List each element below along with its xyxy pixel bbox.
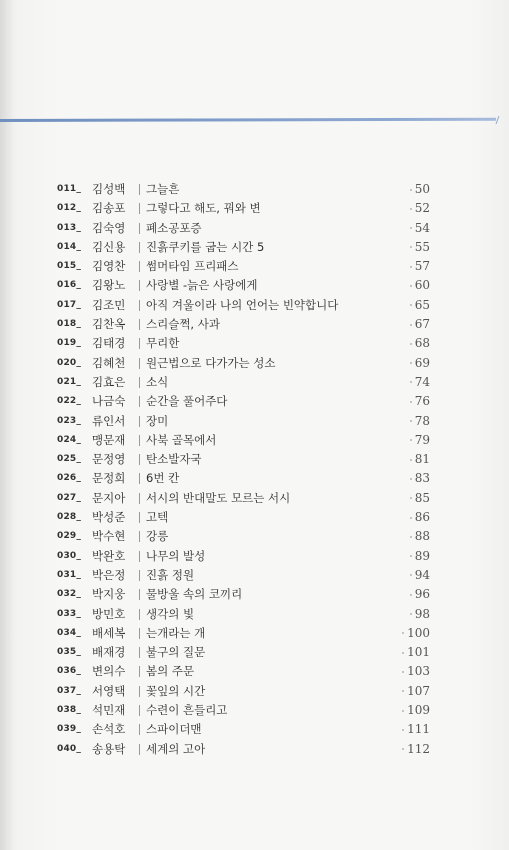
entry-page [410, 257, 430, 276]
toc-entry [0, 199, 509, 218]
entry-author: 김왕노 [92, 278, 126, 293]
page-number: 60 [414, 278, 430, 293]
entry-author: 박완호 [92, 548, 126, 563]
entry-author: 맹문재 [92, 432, 126, 447]
entry-title: 스리슬쩍, 사과 [146, 317, 220, 332]
page-number: 96 [414, 587, 430, 602]
entry-author: 서영택 [92, 683, 126, 698]
entry-title: 강릉 [146, 529, 169, 544]
entry-separator [139, 396, 140, 407]
entry-title: 그늘흔 [146, 182, 180, 196]
toc-entry [0, 605, 509, 624]
toc-entry [0, 469, 509, 488]
toc-entry [0, 740, 509, 759]
entry-title: 꽃잎의 시간 [146, 683, 206, 698]
entry-author: 배세복 [92, 625, 126, 640]
entry-author: 김신용 [92, 239, 126, 254]
entry-separator [139, 512, 140, 523]
leader-dot [410, 594, 412, 596]
toc-entry [0, 489, 509, 508]
page-number: 86 [414, 510, 430, 525]
toc-entry [0, 238, 509, 257]
entry-page [410, 334, 430, 353]
entry-number: 012_ [57, 203, 82, 214]
toc-entry [0, 662, 509, 681]
toc-entry [0, 392, 509, 411]
entry-page [410, 354, 430, 373]
entry-title: 불구의 질문 [146, 645, 206, 660]
entry-separator [139, 261, 140, 272]
toc-entry [0, 180, 509, 199]
entry-title: 봄의 주문 [146, 664, 195, 679]
entry-number: 027_ [57, 492, 82, 503]
entry-number: 025_ [57, 454, 82, 465]
page-number: 78 [414, 413, 430, 428]
page-number: 69 [414, 355, 430, 370]
leader-dot [402, 652, 404, 654]
entry-separator [139, 570, 140, 581]
entry-separator [139, 531, 140, 542]
entry-separator [139, 609, 140, 620]
leader-dot [410, 478, 412, 480]
entry-author: 박은정 [92, 567, 126, 582]
entry-number: 026_ [57, 473, 82, 484]
entry-separator [139, 666, 140, 677]
entry-separator [139, 300, 140, 311]
entry-title: 소식 [146, 374, 169, 389]
entry-title: 진흙 정원 [146, 567, 195, 582]
leader-dot [410, 246, 412, 248]
toc-entry [0, 257, 509, 276]
header-rule [0, 118, 496, 122]
entry-author: 김태경 [92, 336, 126, 351]
leader-dot [410, 285, 412, 287]
entry-number: 020_ [57, 357, 82, 368]
entry-number: 017_ [57, 299, 82, 310]
entry-title: 수련이 흔들리고 [146, 703, 228, 718]
entry-page [410, 527, 430, 546]
entry-number: 023_ [57, 415, 82, 426]
page-number: 103 [407, 664, 430, 679]
entry-title: 6번 칸 [146, 471, 180, 486]
entry-page [410, 412, 430, 431]
entry-page [410, 450, 430, 469]
entry-number: 016_ [57, 280, 82, 291]
entry-title: 아직 겨울이라 나의 언어는 빈약합니다 [146, 297, 339, 312]
entry-number: 022_ [57, 396, 82, 407]
page-number: 88 [414, 529, 430, 544]
page-number: 67 [414, 317, 430, 332]
page-number: 112 [407, 741, 430, 756]
entry-title: 서시의 반대말도 모르는 서시 [146, 490, 291, 505]
entry-title: 는개라는 개 [146, 625, 206, 640]
entry-author: 송용탁 [92, 741, 126, 756]
entry-author: 김찬옥 [92, 317, 126, 332]
toc-entry [0, 547, 509, 566]
leader-dot [410, 459, 412, 461]
entry-page [410, 566, 430, 585]
leader-dot [410, 536, 412, 538]
entry-author: 류인서 [92, 413, 126, 428]
page-number: 101 [407, 645, 430, 660]
entry-title: 순간을 풀어주다 [146, 394, 228, 409]
leader-dot [410, 208, 412, 210]
entry-number: 037_ [57, 685, 82, 696]
entry-number: 038_ [57, 705, 82, 716]
entry-page [402, 624, 430, 643]
toc-entry [0, 334, 509, 353]
entry-separator [139, 628, 140, 639]
entry-number: 033_ [57, 608, 82, 619]
leader-dot [410, 362, 412, 364]
page-number: 55 [414, 239, 430, 254]
entry-page [402, 720, 430, 739]
entry-separator [139, 319, 140, 330]
entry-author: 배재경 [92, 645, 126, 660]
entry-page [410, 392, 430, 411]
entry-number: 015_ [57, 261, 82, 272]
entry-separator [139, 473, 140, 484]
entry-page [402, 740, 430, 759]
entry-page [402, 643, 430, 662]
leader-dot [410, 401, 412, 403]
entry-page [410, 547, 430, 566]
entry-author: 석민재 [92, 703, 126, 718]
page-number: 94 [414, 567, 430, 582]
entry-number: 024_ [57, 434, 82, 445]
entry-separator [139, 493, 140, 504]
entry-separator [139, 744, 140, 755]
leader-dot [410, 555, 412, 557]
toc-entry [0, 527, 509, 546]
page-number: 100 [407, 625, 430, 640]
entry-page [410, 315, 430, 334]
toc-entry [0, 682, 509, 701]
entry-page [410, 585, 430, 604]
page-number: 68 [414, 336, 430, 351]
entry-title: 무리한 [146, 336, 180, 351]
page-number: 54 [414, 220, 430, 235]
entry-title: 썸머타임 프리패스 [146, 259, 239, 274]
leader-dot [402, 710, 404, 712]
entry-separator [139, 724, 140, 735]
entry-author: 박수현 [92, 529, 126, 544]
toc-entry [0, 354, 509, 373]
page-number: 79 [414, 432, 430, 447]
leader-dot [410, 266, 412, 268]
entry-page [410, 180, 430, 199]
toc-entry [0, 373, 509, 392]
table-of-contents [0, 180, 509, 759]
entry-separator [139, 705, 140, 716]
entry-title: 원근법으로 다가가는 성소 [146, 355, 276, 370]
entry-number: 040_ [57, 743, 82, 754]
entry-title: 그렇다고 해도, 꿔와 변 [146, 201, 261, 216]
toc-entry [0, 643, 509, 662]
entry-author: 김숙영 [92, 220, 126, 235]
toc-entry [0, 431, 509, 450]
entry-number: 035_ [57, 647, 82, 658]
entry-page [410, 605, 430, 624]
page-number: 57 [414, 259, 430, 274]
leader-dot [402, 690, 404, 692]
entry-number: 036_ [57, 666, 82, 677]
page-number: 74 [414, 374, 430, 389]
leader-dot [410, 497, 412, 499]
entry-author: 박지웅 [92, 587, 126, 602]
entry-separator [139, 242, 140, 253]
entry-separator [139, 686, 140, 697]
entry-separator [139, 223, 140, 234]
entry-number: 039_ [57, 724, 82, 735]
entry-author: 김조민 [92, 297, 126, 312]
leader-dot [410, 304, 412, 306]
leader-dot [410, 381, 412, 383]
page-number: 52 [414, 201, 430, 216]
leader-dot [402, 729, 404, 731]
entry-author: 문정영 [92, 452, 126, 467]
toc-entry [0, 450, 509, 469]
entry-number: 031_ [57, 569, 82, 580]
leader-dot [410, 189, 412, 191]
entry-title: 사랑별 -늙은 사랑에게 [146, 278, 258, 293]
entry-page [402, 662, 430, 681]
entry-author: 김성백 [92, 182, 126, 196]
page-number: 107 [407, 683, 430, 698]
leader-dot [402, 632, 404, 634]
entry-separator [139, 589, 140, 600]
entry-author: 문지아 [92, 490, 126, 505]
entry-author: 김혜천 [92, 355, 126, 370]
page-number: 109 [407, 703, 430, 718]
page-number: 76 [414, 394, 430, 409]
toc-entry [0, 412, 509, 431]
entry-title: 고텍 [146, 510, 169, 525]
leader-dot [402, 671, 404, 673]
page-number: 81 [414, 452, 430, 467]
entry-title: 폐소공포증 [146, 220, 202, 235]
entry-title: 물방울 속의 코끼리 [146, 587, 243, 602]
entry-number: 029_ [57, 531, 82, 542]
entry-separator [139, 280, 140, 291]
entry-page [410, 276, 430, 295]
entry-page [410, 199, 430, 218]
entry-page [402, 701, 430, 720]
entry-number: 021_ [57, 376, 82, 387]
entry-page [402, 682, 430, 701]
page-number: 111 [407, 722, 430, 737]
entry-separator [139, 358, 140, 369]
entry-number: 014_ [57, 241, 82, 252]
entry-title: 스파이더맨 [146, 722, 202, 737]
toc-entry [0, 585, 509, 604]
entry-separator [139, 647, 140, 658]
entry-title: 생각의 빛 [146, 606, 195, 621]
entry-separator [139, 203, 140, 214]
entry-separator [139, 338, 140, 349]
entry-page [410, 373, 430, 392]
leader-dot [410, 324, 412, 326]
page-number: 85 [414, 490, 430, 505]
entry-page [410, 431, 430, 450]
entry-author: 김송포 [92, 201, 126, 216]
entry-title: 탄소발자국 [146, 452, 202, 467]
entry-author: 손석호 [92, 722, 126, 737]
leader-dot [410, 613, 412, 615]
toc-entry [0, 701, 509, 720]
entry-author: 김영찬 [92, 259, 126, 274]
leader-dot [410, 517, 412, 519]
entry-page [410, 489, 430, 508]
entry-page [410, 219, 430, 238]
entry-author: 나금숙 [92, 394, 126, 409]
entry-number: 028_ [57, 512, 82, 523]
entry-page [410, 238, 430, 257]
entry-page [410, 296, 430, 315]
page-number: 89 [414, 548, 430, 563]
header-rule-end [491, 116, 500, 124]
entry-separator [139, 416, 140, 427]
entry-title: 진흙쿠키를 굽는 시간 5 [146, 239, 265, 254]
toc-entry [0, 296, 509, 315]
page-number: 65 [414, 297, 430, 312]
entry-number: 011_ [57, 184, 82, 194]
toc-entry [0, 219, 509, 238]
leader-dot [410, 227, 412, 229]
entry-title: 사북 골목에서 [146, 432, 217, 447]
toc-entry [0, 720, 509, 739]
entry-page [410, 469, 430, 488]
entry-title: 장미 [146, 413, 169, 428]
entry-separator [139, 184, 140, 195]
entry-number: 032_ [57, 589, 82, 600]
entry-number: 018_ [57, 319, 82, 330]
entry-separator [139, 377, 140, 388]
leader-dot [410, 574, 412, 576]
entry-title: 세계의 고아 [146, 741, 206, 756]
toc-entry [0, 508, 509, 527]
entry-separator [139, 435, 140, 446]
entry-author: 김효은 [92, 374, 126, 389]
toc-entry [0, 315, 509, 334]
toc-entry [0, 276, 509, 295]
entry-separator [139, 454, 140, 465]
entry-number: 030_ [57, 550, 82, 561]
page-number: 98 [414, 606, 430, 621]
entry-number: 019_ [57, 338, 82, 349]
entry-page [410, 508, 430, 527]
page-number: 50 [414, 182, 430, 196]
entry-number: 034_ [57, 627, 82, 638]
entry-title: 나무의 발성 [146, 548, 206, 563]
entry-author: 방민호 [92, 606, 126, 621]
leader-dot [402, 748, 404, 750]
leader-dot [410, 439, 412, 441]
entry-number: 013_ [57, 222, 82, 233]
page-number: 83 [414, 471, 430, 486]
leader-dot [410, 343, 412, 345]
toc-entry [0, 566, 509, 585]
entry-author: 문정희 [92, 471, 126, 486]
entry-separator [139, 551, 140, 562]
entry-author: 변의수 [92, 664, 126, 679]
toc-entry [0, 624, 509, 643]
leader-dot [410, 420, 412, 422]
entry-author: 박성준 [92, 510, 126, 525]
